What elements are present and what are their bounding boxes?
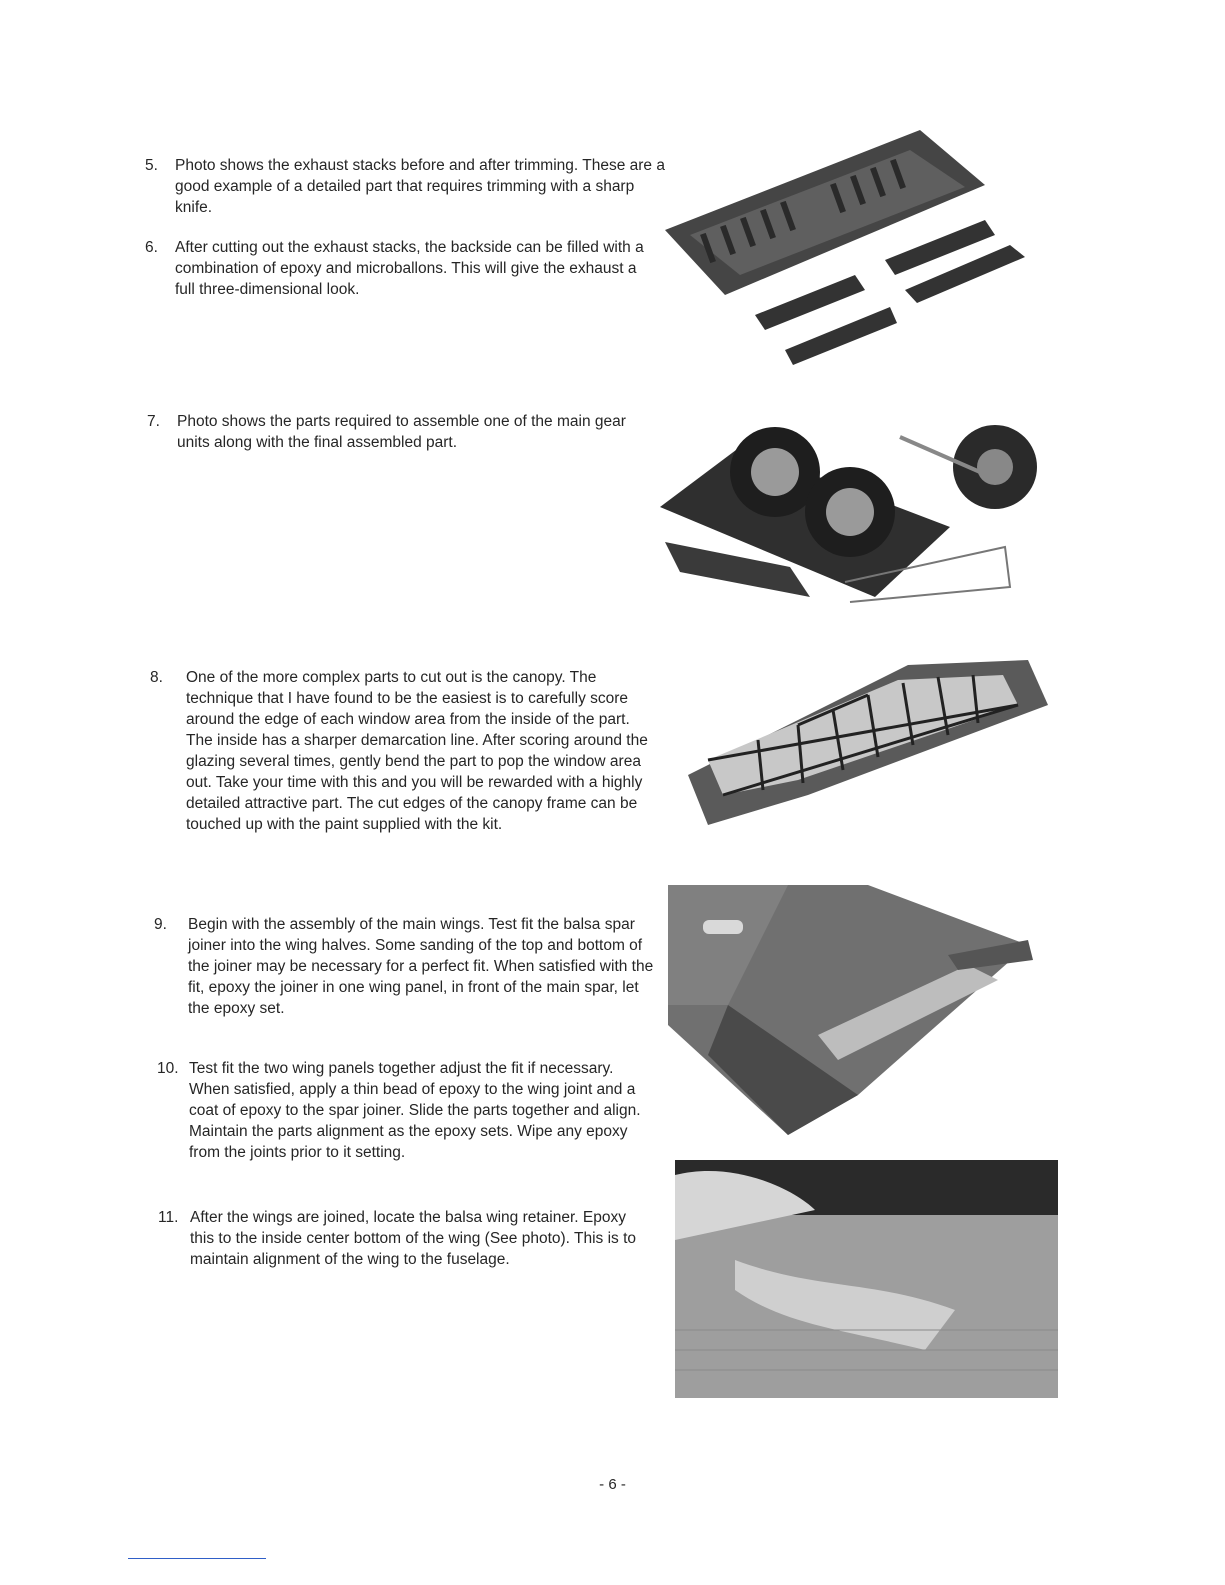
page-number: - 6 - bbox=[599, 1476, 626, 1493]
step-number: 7. bbox=[147, 413, 160, 430]
step-text: After the wings are joined, locate the balsa wing retainer. Epoxy this to the inside center bottom of the wing (See photo). This is to maintain alignment of the wing to the fuselage. bbox=[190, 1209, 637, 1268]
step-text: One of the more complex parts to cut out is the canopy. The technique that I have found to be the easiest is to carefully score around the edge of each window area from the inside of the part. The inside has a sharper demarcation line. After scoring around the glazing several times, gently bend the part to pop the window area out. Take your time with this and you will be rewarded with a highly detailed attractive part. The cut edges of the canopy frame can be touched up with the paint supplied with the kit. bbox=[186, 669, 648, 833]
step-number: 10. bbox=[157, 1060, 179, 1077]
step-5 bbox=[145, 155, 665, 218]
step-number: 6. bbox=[145, 239, 158, 256]
canopy-photo bbox=[668, 645, 1053, 835]
step-number: 5. bbox=[145, 157, 158, 174]
main-gear-photo bbox=[660, 412, 1050, 622]
step-9 bbox=[154, 914, 654, 1019]
step-number: 8. bbox=[150, 669, 163, 686]
step-text: After cutting out the exhaust stacks, the backside can be filled with a combination of epoxy and microballons. This will give the exhaust a full three-dimensional look. bbox=[175, 239, 644, 298]
step-7 bbox=[147, 411, 657, 453]
step-text: Photo shows the parts required to assemble one of the main gear units along with the final assembled part. bbox=[177, 413, 626, 451]
step-10 bbox=[157, 1058, 657, 1163]
step-text: Begin with the assembly of the main wings. Test fit the balsa spar joiner into the wing halves. Some sanding of the top and bottom of the joiner may be necessary for a perfect fit. When satisfied with the fit, epoxy the joiner in one wing panel, in front of the main spar, let the epoxy set. bbox=[188, 916, 654, 1017]
wing-halves-photo bbox=[668, 885, 1053, 1160]
wing-retainer-photo bbox=[675, 1160, 1058, 1398]
step-text: Test fit the two wing panels together adjust the fit if necessary. When satisfied, apply a thin bead of epoxy to the wing joint and a coat of epoxy to the spar joiner. Slide the parts together and align. Maintain the parts alignment as the epoxy sets. Wipe any epoxy from the joints prior to it setting. bbox=[189, 1060, 641, 1161]
step-text: Photo shows the exhaust stacks before and after trimming. These are a good example of a detailed part that requires trimming with a sharp knife. bbox=[175, 157, 665, 216]
footer-rule bbox=[128, 1558, 266, 1559]
step-11 bbox=[158, 1207, 638, 1270]
step-8 bbox=[150, 667, 650, 835]
step-number: 9. bbox=[154, 916, 167, 933]
step-number: 11. bbox=[158, 1209, 179, 1226]
exhaust-stacks-photo bbox=[665, 125, 1045, 375]
step-6 bbox=[145, 237, 660, 300]
